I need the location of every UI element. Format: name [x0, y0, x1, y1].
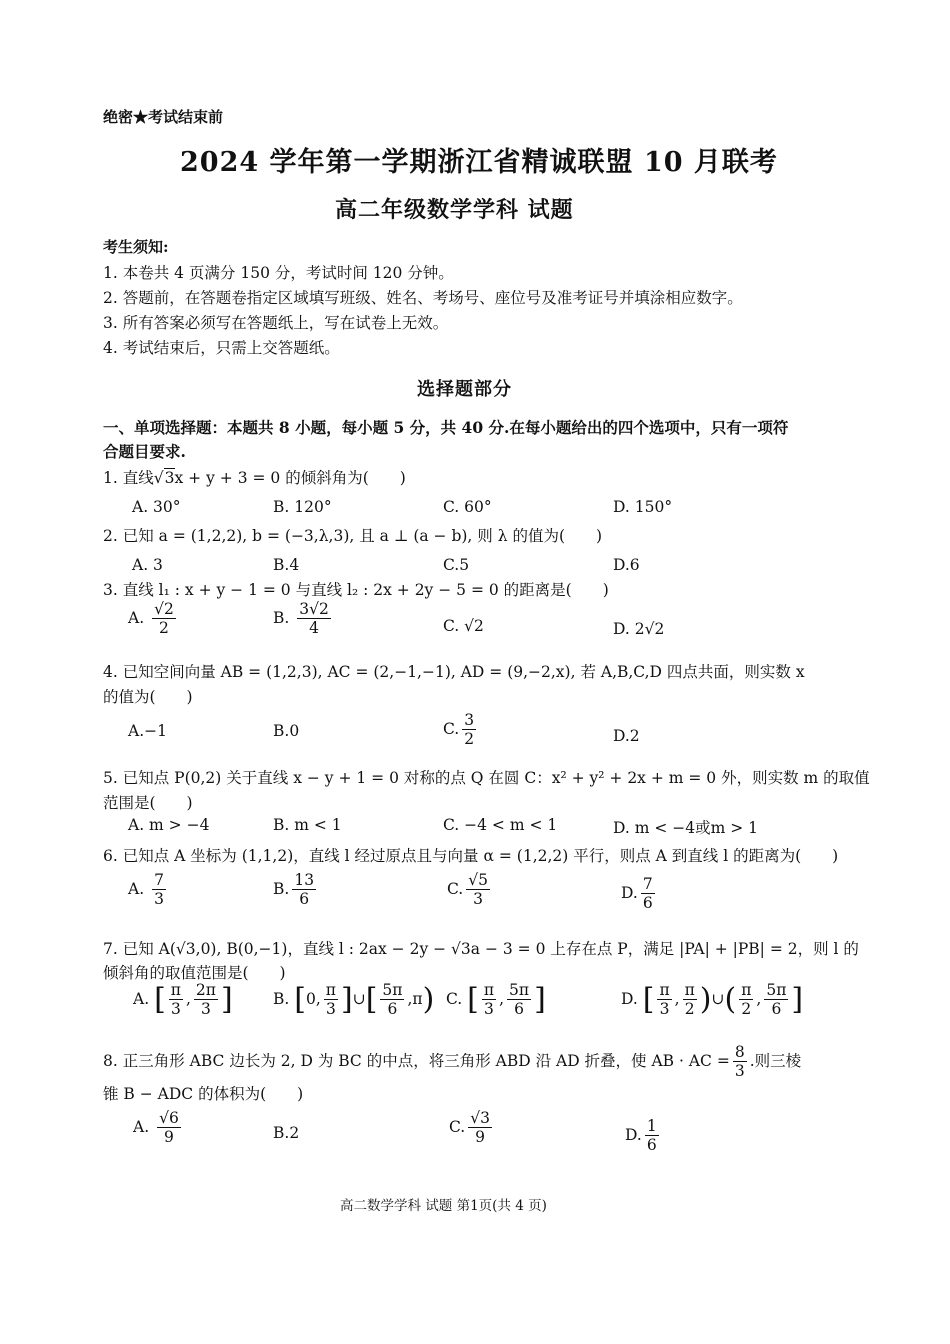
q7-b-pi: π — [412, 989, 423, 1008]
sqrt-symbol: √ — [153, 469, 164, 487]
q3-b-fraction — [297, 601, 331, 637]
q4-c-fraction — [462, 712, 476, 748]
q7-b-frac1-num: π — [325, 981, 336, 999]
q6-c-label: C. — [447, 879, 464, 898]
question-4-line2: 的值为( ) — [103, 688, 193, 706]
q6-d-numerator: 7 — [642, 875, 653, 893]
q7-c-frac2-num: 5π — [509, 981, 530, 999]
q3-option-c — [443, 617, 484, 635]
q2-option-c: C.5 — [443, 556, 470, 574]
q8-d-numerator: 1 — [646, 1117, 657, 1135]
q2-option-a: A. 3 — [132, 556, 163, 574]
q6-a-fraction — [152, 872, 166, 908]
q8-a-numerator: √6 — [159, 1109, 179, 1127]
question-5-line1 — [103, 766, 870, 788]
q6-b-denominator: 6 — [299, 890, 310, 909]
question-3 — [103, 578, 609, 600]
q7-d-frac1-den: 3 — [659, 1000, 670, 1019]
q3-c-value: √2 — [464, 617, 484, 635]
q3-option-b — [273, 601, 334, 637]
q3-c-label: C. — [443, 617, 460, 635]
q8-text-pre: 正三角形 ABC 边长为 2, D 为 BC 的中点，将三角形 ABD 沿 AD 折叠，使 AB · AC = — [122, 1051, 730, 1070]
section-title: 选择题部分 — [417, 379, 512, 400]
q6-b-label: B. — [273, 879, 290, 898]
q7-c-frac1-den: 3 — [484, 1000, 494, 1019]
q8-d-fraction — [645, 1118, 659, 1154]
q5-number: 5. — [103, 769, 118, 787]
question-7-line2: 倾斜角的取值范围是( ) — [103, 964, 286, 982]
q8-option-c — [449, 1110, 495, 1146]
q6-c-denominator: 3 — [473, 890, 484, 909]
q1-option-a: A. 30° — [132, 498, 181, 516]
q7-a-frac1-num: π — [170, 981, 181, 999]
question-5-line2: 范围是( ) — [103, 794, 193, 812]
q7-a-frac1-den: 3 — [170, 1000, 181, 1019]
q7-c-frac1 — [482, 982, 496, 1018]
q6-a-numerator: 7 — [154, 871, 164, 889]
right-bracket: ] — [791, 981, 804, 1017]
q8-c-numerator: √3 — [470, 1109, 490, 1127]
q5-option-c: C. −4 < m < 1 — [443, 816, 558, 834]
q5-text-line1: 已知点 P(0,2) 关于直线 x − y + 1 = 0 对称的点 Q 在圆 C：x² + y² + 2x + m = 0 外，则实数 m 的取值 — [122, 769, 870, 787]
q8-d-label: D. — [625, 1125, 642, 1144]
q7-d-frac2 — [683, 982, 697, 1018]
q7-b-frac2 — [380, 982, 404, 1018]
q6-number: 6. — [103, 847, 118, 865]
q6-d-denominator: 6 — [642, 894, 653, 913]
q7-option-a: A. [ $\frac{\pi}{3}$ , $\frac{2\pi}{3}$ ] — [133, 981, 233, 1019]
page-footer: 高二数学学科 试题 第1页(共 4 页) — [340, 1198, 547, 1214]
q2-option-b: B.4 — [273, 556, 300, 574]
q4-option-c — [443, 712, 479, 748]
q7-c-frac2 — [507, 982, 531, 1018]
q3-a-denominator: 2 — [159, 619, 169, 638]
q7-a-label: A. — [133, 989, 150, 1008]
q7-option-d: D. [ $\frac{\pi}{3}$ , $\frac{\pi}{2}$ )∪( $\frac{\pi}{2}$ , $\frac{5\pi}{6}$ ] — [621, 981, 804, 1019]
question-4-line1 — [103, 660, 805, 682]
q7-a-frac2-den: 3 — [201, 1000, 211, 1019]
q7-b-frac1 — [324, 982, 338, 1018]
q1-number: 1. — [103, 469, 118, 487]
q1-option-c: C. 60° — [443, 498, 492, 516]
question-6 — [103, 844, 838, 866]
q5-option-a: A. m > −4 — [128, 816, 210, 834]
q7-b-zero: 0 — [305, 989, 316, 1008]
q8-a-denominator: 9 — [164, 1128, 174, 1147]
q8-frac-numerator: 8 — [734, 1043, 745, 1061]
q7-d-frac2-den: 2 — [684, 1000, 695, 1019]
q6-d-label: D. — [621, 883, 638, 902]
q2-option-d: D.6 — [613, 556, 640, 574]
left-bracket: [ — [154, 981, 166, 1017]
q3-a-numerator: √2 — [154, 600, 174, 618]
q1-text: x + y + 3 = 0 的倾斜角为( ) — [174, 469, 406, 487]
q7-text-line1: 已知 A(√3,0), B(0,−1)，直线 l : 2ax − 2y − √3a − 3 = 0 上存在点 P，满足 |PA| + |PB| = 2，则 l 的 — [122, 940, 859, 958]
q7-d-frac1-num: π — [659, 981, 670, 999]
q8-a-label: A. — [133, 1117, 150, 1136]
q7-d-frac4-den: 6 — [771, 1000, 782, 1019]
q8-c-label: C. — [449, 1117, 466, 1136]
left-paren: ( — [724, 981, 737, 1017]
q8-option-b: B.2 — [273, 1124, 300, 1142]
q7-number: 7. — [103, 940, 118, 958]
q2-text: 已知 a = (1,2,2), b = (−3,λ,3), 且 a ⊥ (a − b), 则 λ 的值为( ) — [122, 527, 603, 545]
exam-title: 2024 学年第一学期浙江省精诚联盟 10 月联考 — [180, 147, 778, 178]
left-bracket: [ — [467, 981, 479, 1017]
right-paren: ) — [422, 981, 435, 1017]
left-bracket: [ — [365, 981, 378, 1017]
right-bracket: ] — [534, 981, 546, 1017]
q7-c-label: C. — [446, 989, 463, 1008]
q4-text-line1: 已知空间向量 AB = (1,2,3), AC = (2,−1,−1), AD = (9,−2,x), 若 A,B,C,D 四点共面，则实数 x — [122, 663, 805, 681]
q1-option-d: D. 150° — [613, 498, 673, 516]
q1-option-b: B. 120° — [273, 498, 332, 516]
q7-d-frac3-den: 2 — [741, 1000, 752, 1019]
question-1 — [103, 466, 406, 488]
q7-option-b: B. [0, $\frac{\pi}{3}$ ]∪[ $\frac{5\pi}{6}$ ,π) — [273, 981, 435, 1019]
section-instruction-line2: 合题目要求. — [103, 442, 186, 461]
q3-option-d — [613, 620, 664, 638]
q4-option-d: D.2 — [613, 727, 640, 745]
q7-d-frac4 — [764, 982, 788, 1018]
right-bracket: ] — [340, 981, 353, 1017]
q6-option-a — [128, 872, 169, 908]
question-8-line1 — [103, 1044, 801, 1080]
question-2 — [103, 524, 602, 546]
q6-option-d — [621, 876, 658, 912]
q1-radicand: 3 — [164, 469, 175, 487]
left-bracket: [ — [642, 981, 655, 1017]
q7-b-frac1-den: 3 — [325, 1000, 336, 1019]
q6-a-denominator: 3 — [154, 890, 164, 909]
q7-d-frac4-num: 5π — [766, 981, 787, 999]
q6-b-numerator: 13 — [294, 871, 315, 889]
union-symbol: ∪ — [711, 989, 725, 1008]
right-bracket: ] — [220, 981, 233, 1017]
q6-c-numerator: √5 — [468, 871, 488, 889]
q7-a-frac1 — [169, 982, 183, 1018]
q8-c-denominator: 9 — [475, 1128, 486, 1147]
q4-c-label: C. — [443, 719, 460, 738]
notice-heading: 考生须知: — [103, 238, 169, 256]
q7-d-frac2-num: π — [684, 981, 695, 999]
q4-c-numerator: 3 — [464, 711, 475, 729]
q7-b-frac2-num: 5π — [382, 981, 403, 999]
q7-option-c: C. [ $\frac{\pi}{3}$ , $\frac{5\pi}{6}$ ] — [446, 981, 546, 1019]
q3-a-label: A. — [128, 608, 145, 627]
left-bracket: [ — [294, 981, 306, 1017]
q7-a-frac2 — [194, 982, 218, 1018]
q2-number: 2. — [103, 527, 118, 545]
section-instruction-line1: 一、单项选择题：本题共 8 小题，每小题 5 分，共 40 分.在每小题给出的四个选项中，只有一项符 — [103, 418, 789, 437]
q8-c-fraction — [468, 1110, 492, 1146]
q7-b-label: B. — [273, 989, 290, 1008]
q3-option-a — [128, 601, 179, 637]
q7-d-frac3-num: π — [741, 981, 752, 999]
right-paren: ) — [699, 981, 712, 1017]
q8-text-post: .则三棱 — [749, 1051, 802, 1070]
q6-a-label: A. — [128, 879, 145, 898]
notice-item-2: 2. 答题前，在答题卷指定区域填写班级、姓名、考场号、座位号及准考证号并填涂相应数字。 — [103, 289, 743, 307]
q7-a-frac2-num: 2π — [195, 981, 216, 999]
q7-d-frac3 — [739, 982, 753, 1018]
q8-number: 8. — [103, 1051, 118, 1070]
q8-a-fraction — [157, 1110, 181, 1146]
q8-fraction — [733, 1044, 747, 1080]
q7-c-frac1-num: π — [483, 981, 495, 999]
q3-a-fraction — [152, 601, 176, 637]
q3-b-denominator: 4 — [309, 619, 319, 638]
q7-c-frac2-den: 6 — [514, 1000, 524, 1019]
q8-d-denominator: 6 — [646, 1136, 657, 1155]
q3-b-label: B. — [273, 608, 290, 627]
q3-d-value: 2√2 — [634, 620, 665, 638]
q6-text: 已知点 A 坐标为 (1,1,2)，直线 l 经过原点且与向量 α = (1,2,2) 平行，则点 A 到直线 l 的距离为( ) — [122, 847, 839, 865]
q6-option-b — [273, 872, 319, 908]
q4-option-b: B.0 — [273, 722, 300, 740]
confidential-label: 绝密★考试结束前 — [103, 108, 224, 126]
notice-item-3: 3. 所有答案必须写在答题纸上，写在试卷上无效。 — [103, 314, 449, 332]
q8-frac-denominator: 3 — [734, 1062, 745, 1081]
q7-b-frac2-den: 6 — [387, 1000, 398, 1019]
q8-option-a — [133, 1110, 184, 1146]
q1-prefix: 直线 — [122, 469, 154, 487]
notice-item-4: 4. 考试结束后，只需上交答题纸。 — [103, 339, 340, 357]
q4-option-a: A.−1 — [128, 722, 167, 740]
q5-option-b: B. m < 1 — [273, 816, 342, 834]
q3-number: 3. — [103, 581, 118, 599]
q5-option-d: D. m < −4或m > 1 — [613, 819, 759, 837]
question-7-line1 — [103, 937, 859, 959]
q6-c-fraction — [466, 872, 490, 908]
q3-b-numerator: 3√2 — [299, 600, 329, 618]
q7-d-label: D. — [621, 989, 638, 1008]
q8-option-d — [625, 1118, 662, 1154]
q6-d-fraction — [641, 876, 655, 912]
question-8-line2: 锥 B − ADC 的体积为( ) — [103, 1085, 304, 1103]
q4-c-denominator: 2 — [464, 730, 475, 749]
notice-item-1: 1. 本卷共 4 页满分 150 分，考试时间 120 分钟。 — [103, 264, 454, 282]
union-symbol: ∪ — [352, 989, 366, 1008]
q3-d-label: D. — [613, 620, 630, 638]
q6-b-fraction — [292, 872, 316, 908]
q6-option-c — [447, 872, 493, 908]
exam-subtitle: 高二年级数学学科 试题 — [335, 197, 574, 223]
q7-d-frac1 — [657, 982, 671, 1018]
q3-text: 直线 l₁ : x + y − 1 = 0 与直线 l₂ : 2x + 2y − 5 = 0 的距离是( ) — [122, 581, 609, 599]
q4-number: 4. — [103, 663, 118, 681]
